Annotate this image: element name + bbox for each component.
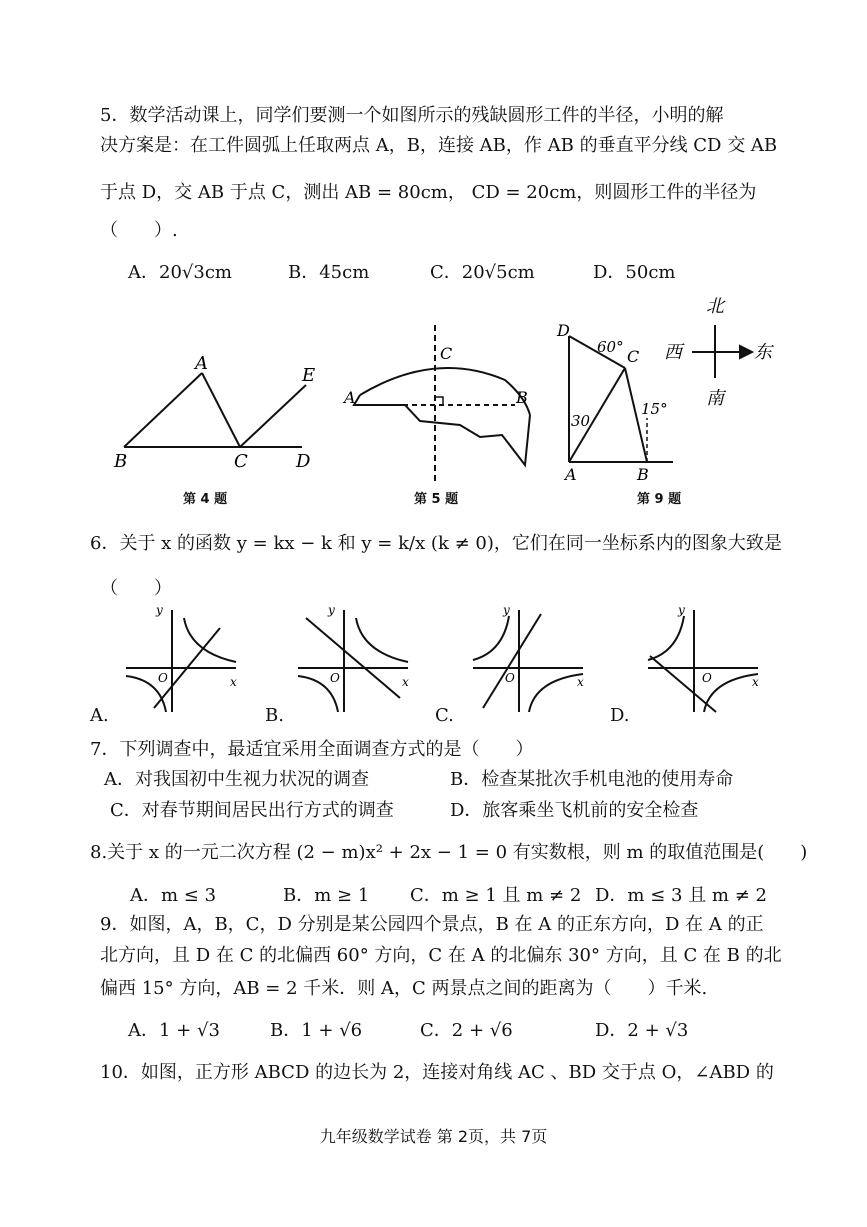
fig9-label-a: A <box>565 465 577 484</box>
q8-line1: 8.关于 x 的一元二次方程 (2 − m)x² + 2x − 1 = 0 有实数根，则 m 的取值范围是( ) <box>90 842 808 863</box>
q9-line1: 9．如图，A，B，C，D 分别是某公园四个景点，B 在 A 的正东方向，D 在 A 的正 <box>100 914 764 935</box>
fig9-caption: 第 9 题 <box>637 492 682 507</box>
q6b-y-label: y <box>328 603 335 617</box>
q7-option-b: B．检查某批次手机电池的使用寿命 <box>450 769 734 790</box>
q5-option-d: D．50cm <box>593 262 676 283</box>
q6a-origin: O <box>158 671 168 685</box>
q7-line1: 7．下列调查中，最适宜采用全面调查方式的是（ ） <box>90 739 534 760</box>
q5-option-c: C．20√5cm <box>430 262 535 283</box>
q6b-origin: O <box>330 671 340 685</box>
fig5-label-b: B <box>516 388 528 407</box>
q5-line3: 于点 D，交 AB 于点 C，测出 AB = 80cm， CD = 20cm，则圆形工件的半径为 <box>100 182 757 203</box>
q6d-y-label: y <box>678 603 685 617</box>
fig4-label-b: B <box>114 451 128 472</box>
fig9-label-c: C <box>627 347 640 366</box>
compass-south: 南 <box>706 388 724 409</box>
fig4-label-d: D <box>296 451 311 472</box>
figure-4 <box>110 355 330 475</box>
q9-option-a: A．1 + √3 <box>128 1020 220 1041</box>
q5-line4: （ ）. <box>100 220 178 241</box>
q5-option-b: B．45cm <box>288 262 370 283</box>
q6-graph-c <box>465 600 595 720</box>
fig9-label-15: 15° <box>641 400 668 418</box>
q6c-y-label: y <box>503 603 510 617</box>
fig4-caption: 第 4 题 <box>183 492 228 507</box>
figure-5 <box>340 325 540 485</box>
q9-line3: 偏西 15° 方向，AB = 2 千米．则 A，C 两景点之间的距离为（ ）千米. <box>100 978 708 999</box>
fig9-label-b: B <box>637 465 649 484</box>
fig4-label-a: A <box>195 353 208 374</box>
q6-graph-b <box>290 600 420 720</box>
q6d-x-label: x <box>752 675 759 689</box>
q6-option-c: C. <box>435 705 454 726</box>
compass-icon <box>660 290 780 410</box>
q6-option-d: D. <box>610 705 630 726</box>
fig5-label-c: C <box>440 344 453 363</box>
compass-west: 西 <box>664 342 682 363</box>
q8-option-b: B．m ≥ 1 <box>283 885 370 906</box>
q6c-x-label: x <box>577 675 584 689</box>
q6d-origin: O <box>702 671 712 685</box>
q6a-x-label: x <box>230 675 237 689</box>
q6-graph-a <box>118 600 248 720</box>
q6-line1: 6．关于 x 的函数 y = kx − k 和 y = k/x (k ≠ 0)，它们在同一坐标系内的图象大致是 <box>90 533 782 554</box>
q9-line2: 北方向，且 D 在 C 的北偏西 60° 方向，C 在 A 的北偏东 30° 方向，且 C 在 B 的北 <box>100 945 782 966</box>
compass-north: 北 <box>706 296 724 317</box>
page-footer: 九年级数学试卷 第 2页，共 7页 <box>319 1127 548 1146</box>
q5-option-a: A．20√3cm <box>128 262 232 283</box>
q9-option-c: C．2 + √6 <box>420 1020 513 1041</box>
q7-option-a: A．对我国初中生视力状况的调查 <box>104 769 369 790</box>
fig4-label-c: C <box>234 451 248 472</box>
q6-option-b: B. <box>265 705 284 726</box>
q6-option-a: A. <box>90 705 109 726</box>
q5-line1: 5．数学活动课上，同学们要测一个如图所示的残缺圆形工件的半径，小明的解 <box>100 105 724 126</box>
q7-option-c: C．对春节期间居民出行方式的调查 <box>110 800 394 821</box>
q6c-origin: O <box>505 671 515 685</box>
q6-graph-d <box>640 600 770 720</box>
q8-option-d: D．m ≤ 3 且 m ≠ 2 <box>595 885 767 906</box>
q6-line2: （ ） <box>100 578 172 599</box>
fig5-caption: 第 5 题 <box>414 492 459 507</box>
q6a-y-label: y <box>156 603 163 617</box>
q10-line1: 10．如图，正方形 ABCD 的边长为 2，连接对角线 AC 、BD 交于点 O，∠ABD 的 <box>100 1062 774 1083</box>
q6b-x-label: x <box>402 675 409 689</box>
fig9-label-60: 60° <box>597 338 624 356</box>
fig9-label-d: D <box>557 321 570 340</box>
q7-option-d: D．旅客乘坐飞机前的安全检查 <box>450 800 699 821</box>
fig4-label-e: E <box>302 365 316 386</box>
q9-option-b: B．1 + √6 <box>270 1020 363 1041</box>
fig9-label-30: 30 <box>571 412 591 430</box>
q8-option-a: A．m ≤ 3 <box>130 885 217 906</box>
q9-option-d: D．2 + √3 <box>595 1020 689 1041</box>
fig5-label-a: A <box>344 388 356 407</box>
compass-east: 东 <box>754 342 772 363</box>
q5-line2: 决方案是：在工件圆弧上任取两点 A，B，连接 AB，作 AB 的垂直平分线 CD 交 AB <box>100 135 778 156</box>
q8-option-c: C．m ≥ 1 且 m ≠ 2 <box>410 885 582 906</box>
